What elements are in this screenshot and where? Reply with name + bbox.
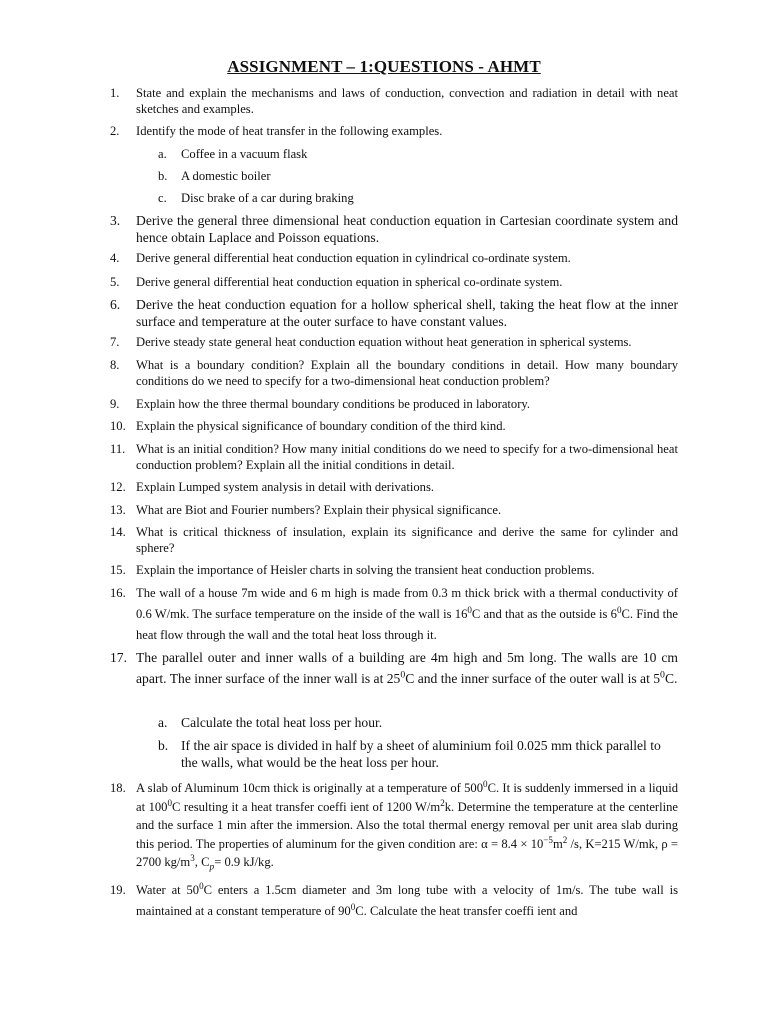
question-number: 10.: [110, 419, 126, 433]
sub-text: Coffee in a vacuum flask: [181, 147, 308, 161]
question-number: 12.: [110, 480, 126, 494]
question-text: The parallel outer and inner walls of a building are 4m high and 5m long. The walls are 10 cm apart. The inner surface of the inner wall is at $25^0C$ and the inner surface of the outer wall is at $5^0C$.: [136, 650, 678, 686]
question-8: [112, 357, 678, 389]
sub-label: b.: [158, 169, 168, 183]
question-4: [112, 250, 678, 266]
question-number: 19.: [110, 883, 126, 897]
question-9: [112, 396, 678, 412]
question-text: Derive general differential heat conduction equation in spherical co-ordinate system.: [136, 275, 563, 289]
sub-text: A domestic boiler: [181, 169, 271, 183]
question-number: 8.: [110, 358, 120, 372]
question-14: [112, 524, 678, 556]
question-text: Derive general differential heat conduction equation in cylindrical co-ordinate system.: [136, 251, 571, 265]
question-number: 4.: [110, 251, 120, 265]
question-10: [112, 418, 678, 434]
question-number: 15.: [110, 563, 126, 577]
question-15: [112, 562, 678, 578]
question-16: [112, 583, 678, 646]
question-2: [112, 123, 678, 139]
question-number: 2.: [110, 124, 120, 138]
question-number: 9.: [110, 397, 120, 411]
sub-label: c.: [158, 191, 167, 205]
question-number: 14.: [110, 525, 126, 539]
page-title: ASSIGNMENT – 1:QUESTIONS - AHMT: [227, 57, 541, 76]
question-7: [112, 334, 678, 350]
question-number: 18.: [110, 781, 126, 795]
question-text: What are Biot and Fourier numbers? Explain their physical significance.: [136, 503, 502, 517]
question-number: 16.: [110, 586, 126, 600]
question-3: [112, 212, 678, 246]
question-text: What is critical thickness of insulation, explain its significance and derive the same for cylinder and sphere?: [136, 525, 678, 555]
question-number: 13.: [110, 503, 126, 517]
question-2-sub-a: [158, 146, 678, 162]
question-text: A slab of Aluminum 10cm thick is originally at a temperature of $500^0C$. It is suddenly immersed in a liquid at $100^0C$ resulting it a heat transfer coeffi ient of 1200 $W/m^2k$. Determine the temperature at the centerline and the surface 1 min after the immersion. Also the total thermal energy removal per unit area slab during this period. The properties of aluminum for the given condition are: $\alpha = 8.4 \times 10^{-5}m^2$ /s, K=215 W/mk, ρ = 2700 $kg/m^3$, $C_p= 0.9$ kJ/kg.: [136, 779, 679, 873]
question-text: Water at $50^0C$ enters a 1.5cm diameter and 3m long tube with a velocity of 1m/s. The tube wall is maintained at a constant temperature of $90^0C$. Calculate the heat transfer coeffi ient and: [136, 881, 678, 918]
question-text: State and explain the mechanisms and laws of conduction, convection and radiation in detail with neat sketches and examples.: [136, 86, 678, 116]
question-text: Derive the heat conduction equation for a hollow spherical shell, taking the heat flow at the inner surface and temperature at the outer surface to have constant values.: [136, 297, 678, 329]
question-number: 3.: [110, 213, 121, 228]
question-2-sub-b: [158, 168, 678, 184]
question-text: Explain the physical significance of boundary condition of the third kind.: [136, 419, 506, 433]
question-text: Explain Lumped system analysis in detail with derivations.: [136, 480, 435, 494]
sub-label: a.: [158, 715, 168, 730]
question-number: 6.: [110, 297, 121, 312]
sub-label: a.: [158, 147, 167, 161]
sub-label: b.: [158, 738, 169, 753]
question-5: [112, 274, 678, 290]
question-text: What is a boundary condition? Explain all the boundary conditions in detail. How many boundary conditions do we need to specify for a two-dimensional heat conduction problem?: [136, 358, 678, 388]
sub-text: Calculate the total heat loss per hour.: [181, 715, 383, 730]
question-number: 5.: [110, 275, 120, 289]
question-13: [112, 502, 678, 518]
question-text: Derive steady state general heat conduction equation without heat generation in spherical systems.: [136, 335, 632, 349]
question-text: Explain the importance of Heisler charts in solving the transient heat conduction problems.: [136, 563, 595, 577]
question-18: [112, 779, 678, 877]
question-number: 1.: [110, 86, 120, 100]
question-number: 11.: [110, 442, 126, 456]
question-6: [112, 296, 678, 330]
question-17: [112, 647, 678, 689]
question-number: 17.: [110, 650, 127, 665]
question-11: [112, 441, 678, 473]
question-number: 7.: [110, 335, 120, 349]
question-19: [112, 880, 678, 922]
question-1: [112, 85, 678, 117]
question-text: The wall of a house 7m wide and 6 m high is made from 0.3 m thick brick with a thermal conductivity of 0.6 W/mk. The surface temperature on the inside of the wall is $16^0C$ and that as the outside is $6^0C$. Find the heat flow through the wall and the total heat loss through it.: [136, 586, 678, 642]
question-text: Explain how the three thermal boundary conditions be produced in laboratory.: [136, 397, 531, 411]
question-text: Identify the mode of heat transfer in the following examples.: [136, 124, 443, 138]
question-17-sub-b: [158, 737, 678, 771]
question-text: Derive the general three dimensional heat conduction equation in Cartesian coordinate system and hence obtain Laplace and Poisson equations.: [136, 213, 678, 245]
question-text: What is an initial condition? How many initial conditions do we need to specify for a two-dimensional heat conduction problem? Explain all the initial conditions in detail.: [136, 442, 678, 472]
question-17-sub-a: [158, 714, 678, 731]
sub-text: Disc brake of a car during braking: [181, 191, 354, 205]
sub-text: If the air space is divided in half by a sheet of aluminium foil 0.025 mm thick parallel to the walls, what would be the heat loss per hour.: [181, 738, 661, 770]
question-2-sub-c: [158, 190, 678, 206]
question-12: [112, 479, 678, 495]
